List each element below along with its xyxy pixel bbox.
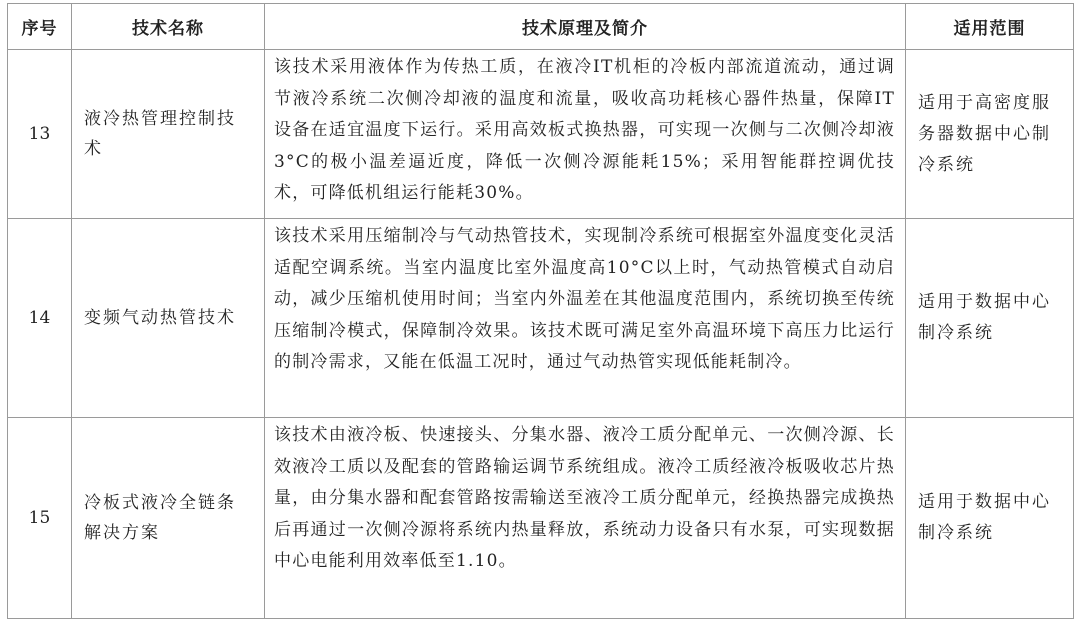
row-scope: 适用于数据中心制冷系统 (906, 418, 1074, 619)
row-principle: 该技术由液冷板、快速接头、分集水器、液冷工质分配单元、一次侧冷源、长效液冷工质以及配套的管路输运调节系统组成。液冷工质经液冷板吸收芯片热量，由分集水器和配套管路按需输送至液冷工质分配单元，经换热器完成换热后再通过一次侧冷源将系统内热量释放，系统动力设备只有水泵，可实现数据中心电能利用效率低至1.10。 (265, 418, 906, 619)
header-principle: 技术原理及简介 (265, 4, 906, 50)
row-tech-name: 变频气动热管技术 (72, 219, 265, 418)
table-row (8, 418, 1074, 619)
row-principle: 该技术采用液体作为传热工质，在液冷IT机柜的冷板内部流道流动，通过调节液冷系统二次侧冷却液的温度和流量，吸收高功耗核心器件热量，保障IT设备在适宜温度下运行。采用高效板式换热器，可实现一次侧与二次侧冷却液3°C的极小温差逼近度，降低一次侧冷源能耗15%；采用智能群控调优技术，可降低机组运行能耗30%。 (265, 50, 906, 219)
table-row (8, 219, 1074, 418)
row-tech-name: 冷板式液冷全链条解决方案 (72, 418, 265, 619)
technology-table (7, 3, 1074, 619)
row-index: 13 (8, 50, 72, 219)
row-scope: 适用于数据中心制冷系统 (906, 219, 1074, 418)
table-header-row (8, 4, 1074, 50)
row-tech-name: 液冷热管理控制技术 (72, 50, 265, 219)
row-principle: 该技术采用压缩制冷与气动热管技术，实现制冷系统可根据室外温度变化灵活适配空调系统。当室内温度比室外温度高10°C以上时，气动热管模式自动启动，减少压缩机使用时间；当室内外温差在其他温度范围内，系统切换至传统压缩制冷模式，保障制冷效果。该技术既可满足室外高温环境下高压力比运行的制冷需求，又能在低温工况时，通过气动热管实现低能耗制冷。 (265, 219, 906, 418)
table-row (8, 50, 1074, 219)
row-index: 14 (8, 219, 72, 418)
header-scope: 适用范围 (906, 4, 1074, 50)
row-index: 15 (8, 418, 72, 619)
header-index: 序号 (8, 4, 72, 50)
row-scope: 适用于高密度服务器数据中心制冷系统 (906, 50, 1074, 219)
header-name: 技术名称 (72, 4, 265, 50)
